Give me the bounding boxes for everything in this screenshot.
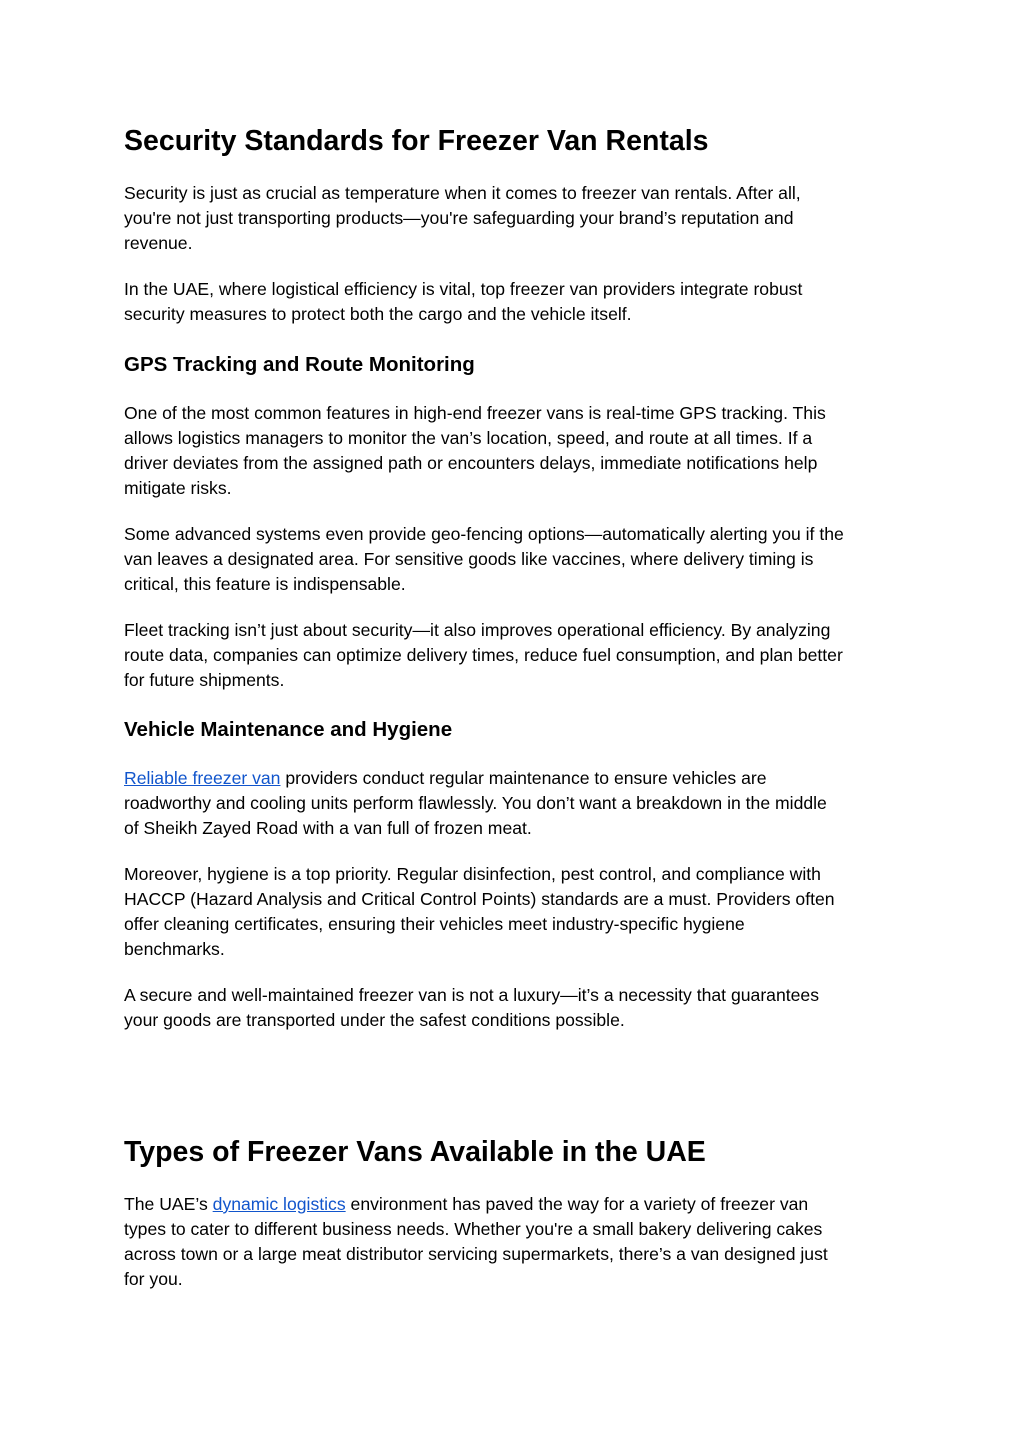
paragraph-types-intro xyxy=(124,1192,900,1292)
paragraph-security-intro xyxy=(124,181,900,256)
text-line: revenue. xyxy=(124,233,193,253)
text-line: driver deviates from the assigned path or encounters delays, immediate notifications help xyxy=(124,453,818,473)
text-line: critical, this feature is indispensable. xyxy=(124,574,406,594)
text-line: Fleet tracking isn’t just about security—it also improves operational efficiency. By analyzing xyxy=(124,620,831,640)
text-line: you're not just transporting products—you're safeguarding your brand’s reputation and xyxy=(124,208,794,228)
text-line: route data, companies can optimize delivery times, reduce fuel consumption, and plan better xyxy=(124,645,843,665)
text-line: HACCP (Hazard Analysis and Critical Control Points) standards are a must. Providers often xyxy=(124,889,835,909)
text-line: One of the most common features in high-end freezer vans is real-time GPS tracking. This xyxy=(124,403,826,423)
text-line: across town or a large meat distributor servicing supermarkets, there’s a van designed just xyxy=(124,1244,828,1264)
paragraph-uae-security xyxy=(124,277,900,327)
text-line xyxy=(124,766,900,791)
text-line: Moreover, hygiene is a top priority. Regular disinfection, pest control, and compliance with xyxy=(124,864,821,884)
text-run: The UAE’s xyxy=(124,1194,213,1214)
text-line: benchmarks. xyxy=(124,939,225,959)
paragraph-hygiene xyxy=(124,862,900,962)
text-line: A secure and well-maintained freezer van is not a luxury—it’s a necessity that guarantees xyxy=(124,985,819,1005)
text-run: environment has paved the way for a variety of freezer van xyxy=(345,1194,809,1214)
text-line: roadworthy and cooling units perform flawlessly. You don’t want a breakdown in the middle xyxy=(124,793,827,813)
text-line: mitigate risks. xyxy=(124,478,232,498)
text-line: of Sheikh Zayed Road with a van full of frozen meat. xyxy=(124,818,532,838)
text-line: Some advanced systems even provide geo-fencing options—automatically alerting you if the xyxy=(124,524,844,544)
paragraph-geo-fencing xyxy=(124,522,900,597)
text-run: providers conduct regular maintenance to ensure vehicles are xyxy=(280,768,767,788)
text-line: Security is just as crucial as temperature when it comes to freezer van rentals. After all, xyxy=(124,183,801,203)
text-line: allows logistics managers to monitor the van’s location, speed, and route at all times. If a xyxy=(124,428,813,448)
text-line xyxy=(124,1192,900,1217)
paragraph-gps-features xyxy=(124,401,900,501)
paragraph-fleet-tracking xyxy=(124,618,900,693)
section-title-security: Security Standards for Freezer Van Rentals xyxy=(124,125,709,157)
text-line: your goods are transported under the safest conditions possible. xyxy=(124,1010,625,1030)
section-title-types: Types of Freezer Vans Available in the UAE xyxy=(124,1136,706,1168)
text-line: In the UAE, where logistical efficiency is vital, top freezer van providers integrate robust xyxy=(124,279,803,299)
paragraph-secure-van xyxy=(124,983,900,1033)
reliable-freezer-van-link[interactable]: Reliable freezer van xyxy=(124,768,281,788)
text-line: for you. xyxy=(124,1269,183,1289)
subheading-vehicle-maintenance: Vehicle Maintenance and Hygiene xyxy=(124,718,453,741)
subheading-gps-tracking: GPS Tracking and Route Monitoring xyxy=(124,353,475,376)
text-line: security measures to protect both the cargo and the vehicle itself. xyxy=(124,304,632,324)
dynamic-logistics-link[interactable]: dynamic logistics xyxy=(212,1194,346,1214)
text-line: types to cater to different business needs. Whether you're a small bakery delivering cakes xyxy=(124,1219,823,1239)
text-line: offer cleaning certificates, ensuring their vehicles meet industry-specific hygiene xyxy=(124,914,745,934)
paragraph-maintenance xyxy=(124,766,900,841)
text-line: for future shipments. xyxy=(124,670,285,690)
text-line: van leaves a designated area. For sensitive goods like vaccines, where delivery timing is xyxy=(124,549,814,569)
